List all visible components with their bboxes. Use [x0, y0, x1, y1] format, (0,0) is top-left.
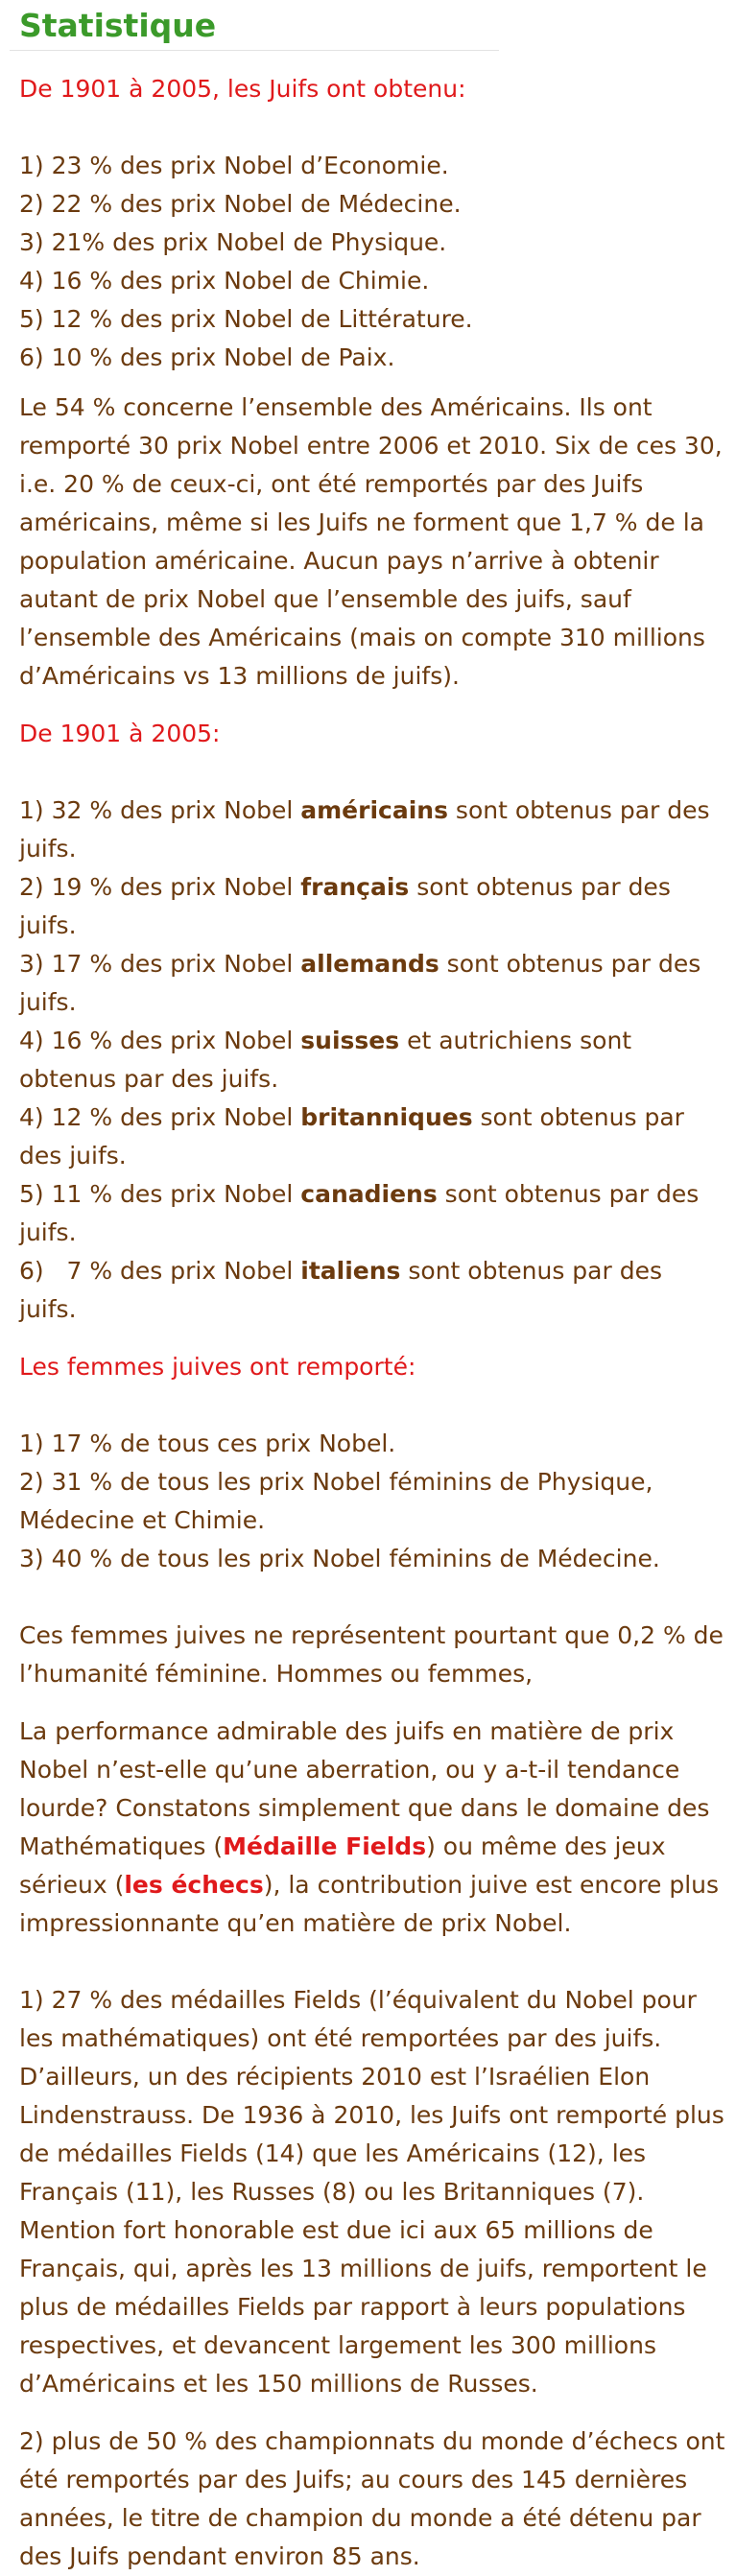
section1-paragraph: Le 54 % concerne l’ensemble des Américains. Ils ont remporté 30 prix Nobel entre 2006 et 2010. Six de ces 30, i.e. 20 % de ceux-ci, ont été remportés par des Juifs américains, même si les Juifs ne forment que 1,7 % de la population américaine. Aucun pays n’arrive à obtenir autant de prix Nobel que l’ensemble des juifs, sauf l’ensemble des Américains (mais on compte 310 millions d’Américains vs 13 millions de juifs).: [19, 393, 723, 690]
country-name: américains: [300, 796, 448, 824]
list-item: 4) 16 % des prix Nobel suisses et autrichiens sont obtenus par des juifs.: [19, 1027, 632, 1093]
list-item: 2) 22 % des prix Nobel de Médecine.: [19, 190, 462, 218]
list-item: 6) 7 % des prix Nobel italiens sont obtenus par des juifs.: [19, 1257, 662, 1323]
section3-heading: Les femmes juives ont remporté:: [19, 1353, 416, 1381]
list-item: 1) 17 % de tous ces prix Nobel.: [19, 1430, 396, 1457]
list-item: 2) 31 % de tous les prix Nobel féminins de Physique, Médecine et Chimie.: [19, 1468, 653, 1534]
section1-heading: De 1901 à 2005, les Juifs ont obtenu:: [19, 75, 466, 103]
list-item: 5) 12 % des prix Nobel de Littérature.: [19, 305, 473, 333]
country-name: italiens: [300, 1257, 401, 1285]
fields-medal-link[interactable]: Médaille Fields: [223, 1832, 427, 1860]
country-name: allemands: [300, 950, 439, 978]
list-item: 5) 11 % des prix Nobel canadiens sont obtenus par des juifs.: [19, 1180, 700, 1246]
list-item: 1) 32 % des prix Nobel américains sont obtenus par des juifs.: [19, 796, 710, 863]
list-item: 3) 17 % des prix Nobel allemands sont obtenus par des juifs.: [19, 950, 701, 1016]
list-item: 1) 23 % des prix Nobel d’Economie.: [19, 152, 449, 179]
list-item: 3) 21% des prix Nobel de Physique.: [19, 228, 447, 256]
section2-list: [19, 792, 726, 1329]
country-name: suisses: [300, 1027, 400, 1054]
section2-heading: De 1901 à 2005:: [19, 720, 221, 747]
country-name: canadiens: [300, 1180, 438, 1208]
list-item: 4) 16 % des prix Nobel de Chimie.: [19, 267, 430, 295]
fields-paragraph: 1) 27 % des médailles Fields (l’équivalent du Nobel pour les mathématiques) ont été remportées par des juifs. D’ailleurs, un des récipients 2010 est l’Israélien Elon Lindenstrauss. De 1936 à 2010, les Juifs ont remporté plus de médailles Fields (14) que les Américains (12), les Français (11), les Russes (8) ou les Britanniques (7). Mention fort honorable est due ici aux 65 millions de Français, qui, après les 13 millions de juifs, remportent le plus de médailles Fields par rapport à leurs populations respectives, et devancent largement les 300 millions d’Américains et les 150 millions de Russes.: [19, 1986, 724, 2398]
section1-list: [19, 147, 726, 377]
page-title: Statistique: [19, 7, 217, 44]
section3-list: [19, 1425, 726, 1578]
country-name: britanniques: [300, 1103, 473, 1131]
list-item: 6) 10 % des prix Nobel de Paix.: [19, 343, 395, 371]
list-item: 3) 40 % de tous les prix Nobel féminins de Médecine.: [19, 1545, 660, 1572]
section4-paragraph: La performance admirable des juifs en matière de prix Nobel n’est-elle qu’une aberration, ou y a-t-il tendance lourde? Constatons simplement que dans le domaine des Mathématiques (Médaille Fields) ou même des jeux sérieux (les échecs), la contribution juive est encore plus impressionnante qu’en matière de prix Nobel.: [19, 1717, 720, 1937]
chess-link[interactable]: les échecs: [124, 1871, 264, 1899]
country-name: français: [300, 873, 410, 901]
section3-paragraph: Ces femmes juives ne représentent pourtant que 0,2 % de l’humanité féminine. Hommes ou femmes,: [19, 1621, 724, 1688]
list-item: 2) 19 % des prix Nobel français sont obtenus par des juifs.: [19, 873, 671, 939]
chess-paragraph: 2) plus de 50 % des championnats du monde d’échecs ont été remportés par des Juifs; au cours des 145 dernières années, le titre de champion du monde a été détenu par des Juifs pendant environ 85 ans.: [19, 2427, 725, 2570]
list-item: 4) 12 % des prix Nobel britanniques sont obtenus par des juifs.: [19, 1103, 684, 1170]
title-divider: [10, 50, 499, 51]
